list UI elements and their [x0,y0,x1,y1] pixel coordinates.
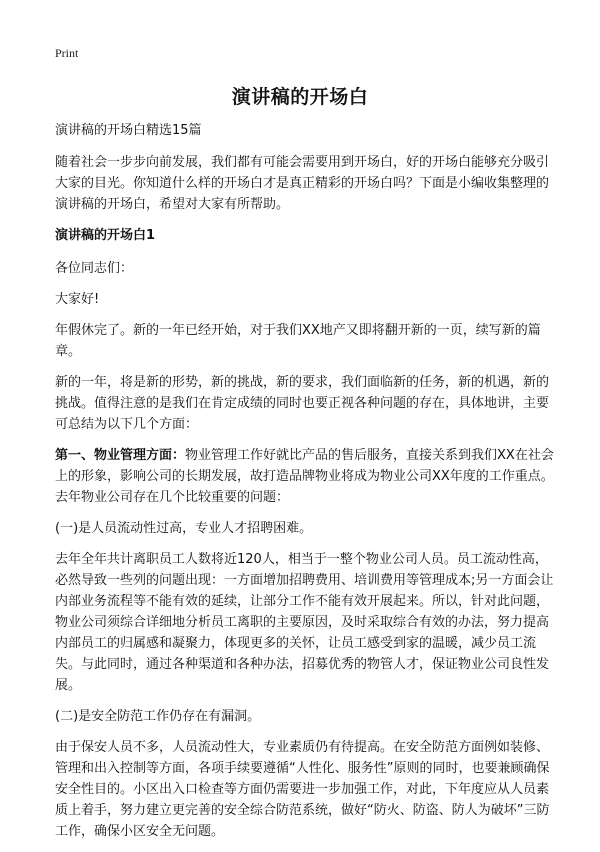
print-link[interactable]: Print [55,46,79,60]
point-heading: (一)是人员流动性过高，专业人才招聘困难。 [55,521,313,536]
body-paragraph: 年假休完了。新的一年已经开始，对于我们XX地产又即将翻开新的一页，续写新的篇章。 [55,323,541,359]
article-body [55,120,555,852]
paragraph-text: 物业管理工作好就比产品的售后服务，直接关系到我们XX在社会上的形象，影响公司的长期发展，故打造品牌物业将成为物业公司XX年度的工作重点。去年物业公司存在几个比较重要的问题： [55,448,554,505]
body-paragraph [55,445,555,508]
article-subtitle: 演讲稿的开场白精选15篇 [55,123,202,138]
intro-paragraph: 随着社会一步步向前发展，我们都有可能会需要用到开场白，好的开场白能够充分吸引大家的目光。你知道什么样的开场白才是真正精彩的开场白吗？下面是小编收集整理的演讲稿的开场白，希望对大家有所帮助。 [55,155,550,212]
body-paragraph: 新的一年，将是新的形势，新的挑战，新的要求，我们面临新的任务，新的机遇，新的挑战。值得注意的是我们在肯定成绩的同时也要正视各种问题的存在，具体地讲，主要可总结为以下几个方面： [55,375,550,432]
body-paragraph: 由于保安人员不多，人员流动性大，专业素质仍有待提高。在安全防范方面例如装修、管理和出入控制等方面，各项手续要遵循“人性化、服务性”原则的同时，也要兼顾确保安全性目的。小区出入口检查等方面仍需要进一步加强工作，对此，下年度应从人员素质上着手，努力建立更完善的安全综合防范系统，做好“防火、防盗、防人为破坏”三防工作，确保小区安全无问题。 [55,740,550,839]
section-heading: 演讲稿的开场白1 [55,228,156,243]
body-paragraph: 去年全年共计离职员工人数将近120人，相当于一整个物业公司人员。员工流动性高，必然导致一些列的问题出现：一方面增加招聘费用、培训费用等管理成本;另一方面会让内部业务流程等不能有效的延续，让部分工作不能有效开展起来。所以，针对此问题，物业公司须综合详细地分析员工离职的主要原因，及时采取综合有效的办法，努力提高内部员工的归属感和凝聚力，体现更多的关怀，让员工感受到家的温暖，减少员工流失。与此同时，通过各种渠道和各种办法，招募优秀的物管人才，保证物业公司良性发展。 [55,552,554,693]
greeting-line: 各位同志们： [55,261,134,276]
point-heading: (二)是安全防范工作仍存在有漏洞。 [55,709,261,724]
page-title: 演讲稿的开场白 [231,86,369,108]
paragraph-lead: 第一、物业管理方面： [55,448,186,463]
greeting-line: 大家好! [55,292,100,307]
